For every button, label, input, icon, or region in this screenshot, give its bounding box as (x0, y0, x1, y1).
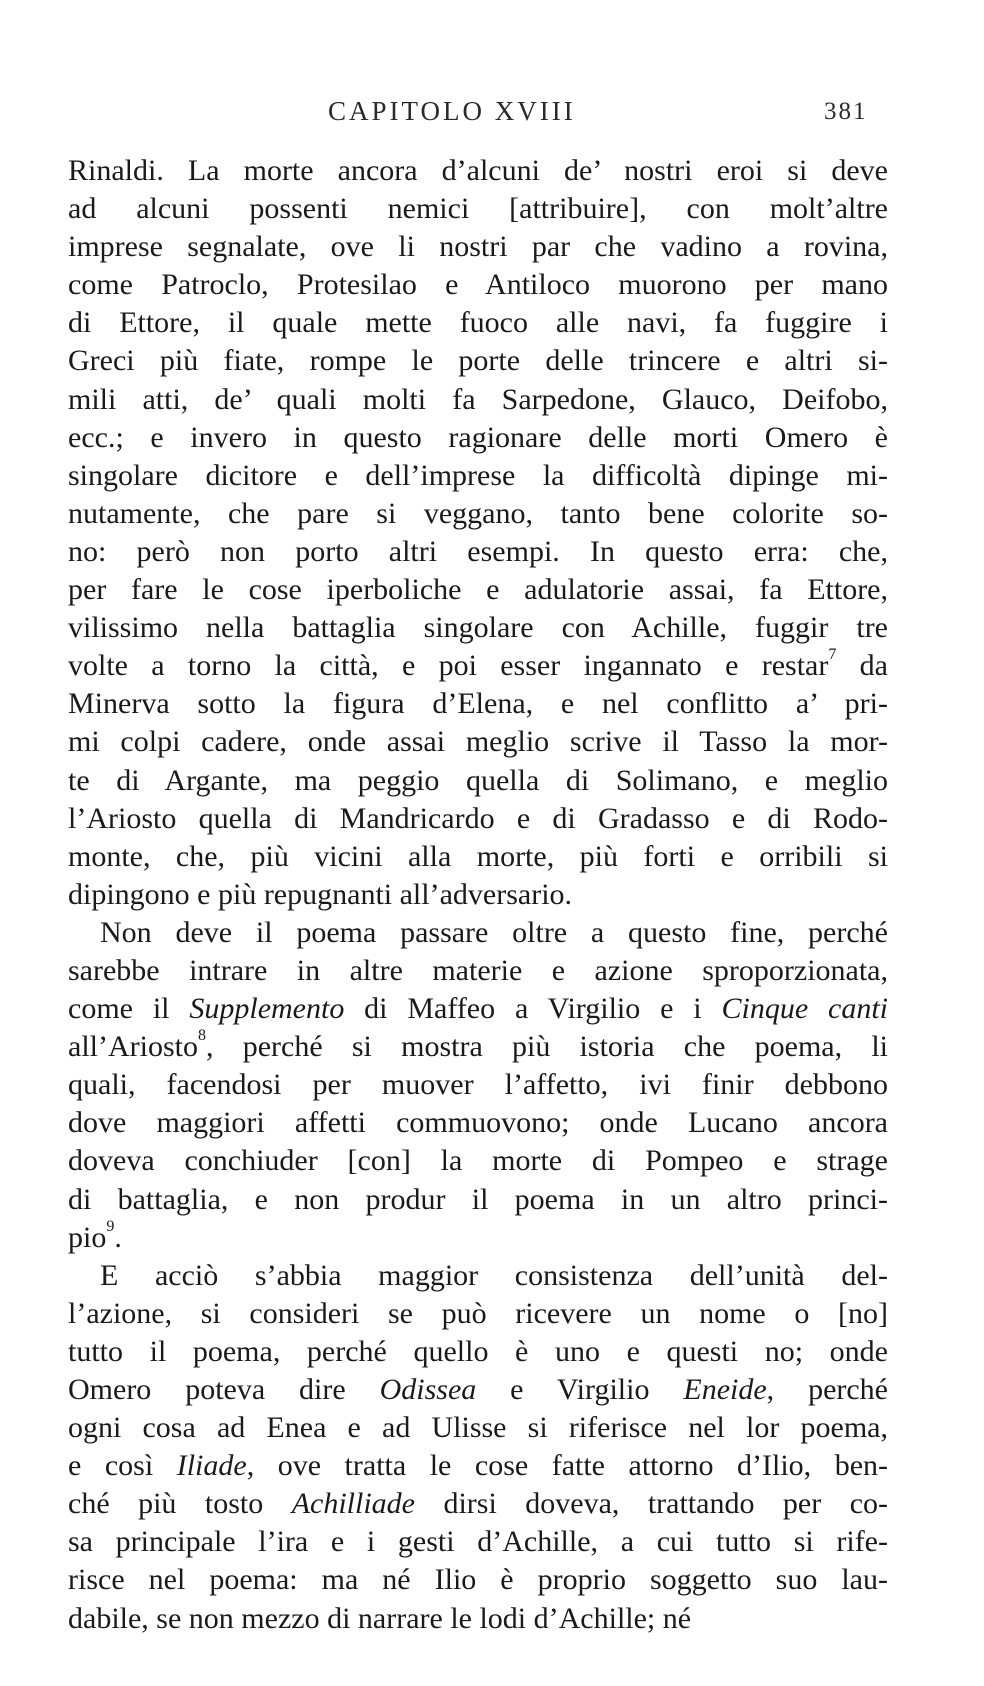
text-line (68, 152, 888, 190)
italic-title: Eneide (683, 1373, 767, 1406)
text-run: mi colpi cadere, onde assai meglio scrive il Tasso la mor- (68, 725, 888, 759)
footnote-marker: 7 (828, 646, 837, 664)
footnote-marker: 8 (197, 1027, 206, 1045)
text-line (68, 1295, 888, 1333)
text-run: doveva conchiuder [con] la morte di Pompeo e strage (68, 1144, 888, 1178)
text-run: all’Ariosto (68, 1030, 198, 1064)
text-run: per fare le cose iperboliche e adulatorie assai, fa Ettore, (68, 573, 888, 607)
text-line (68, 1219, 888, 1257)
text-line (68, 1561, 888, 1599)
text-line (68, 1333, 888, 1371)
text-line (68, 800, 888, 838)
footnote-marker: 9 (106, 1217, 115, 1235)
text-line (68, 723, 888, 761)
text-run: di Ettore, il quale mette fuoco alle navi, fa fuggire i (68, 306, 888, 340)
text-run: sarebbe intrare in altre materie e azione sproporzionata, (68, 953, 888, 987)
text-run: no: però non porto altri esempi. In questo erra: che, (68, 534, 888, 568)
text-run: dabile, se non mezzo di narrare le lodi d’Achille; né (68, 1601, 692, 1635)
paragraph (68, 1257, 888, 1638)
text-run: l’Ariosto quella di Mandricardo e di Gradasso e di Rodo- (68, 801, 888, 835)
text-run: di Maffeo a Virgilio e i (344, 992, 722, 1026)
text-line (68, 685, 888, 723)
text-line (68, 1447, 888, 1485)
text-run: , ove tratta le cose fatte attorno d’Ilio, ben- (246, 1449, 889, 1483)
text-line (68, 495, 888, 533)
italic-title: Iliade (176, 1449, 247, 1483)
text-line (68, 190, 888, 228)
text-line (68, 1409, 888, 1447)
text-run: , perché (766, 1373, 888, 1406)
text-line (68, 1181, 888, 1219)
running-title: CAPITOLO XVIII (328, 96, 576, 126)
text-run: dirsi doveva, trattando per co- (415, 1487, 889, 1521)
text-run: l’azione, si consideri se può ricevere un nome o [no] (68, 1296, 888, 1330)
text-run: risce nel poema: ma né Ilio è proprio soggetto suo lau- (68, 1563, 888, 1597)
text-line (68, 838, 888, 876)
text-run: pio (68, 1220, 107, 1254)
text-run: singolare dicitore e dell’imprese la difficoltà dipinge mi- (68, 458, 888, 492)
text-line (68, 419, 888, 457)
text-run: di battaglia, e non produr il poema in un altro princi- (68, 1182, 888, 1216)
text-run: E acciò s’abbia maggior consistenza dell’unità del- (100, 1258, 888, 1292)
text-line (68, 1523, 888, 1561)
text-run: Rinaldi. La morte ancora d’alcuni de’ nostri eroi si deve (68, 154, 888, 187)
body-text (68, 152, 888, 1638)
text-run: ché più tosto (68, 1487, 292, 1521)
text-run: te di Argante, ma peggio quella di Solimano, e meglio (68, 763, 888, 797)
text-run: dove maggiori affetti commuovono; onde Lucano ancora (68, 1106, 888, 1140)
text-line (68, 381, 888, 419)
text-run: Omero poteva dire (68, 1373, 380, 1406)
italic-title: Achilliade (291, 1487, 415, 1521)
text-line (68, 1066, 888, 1104)
text-run: Non deve il poema passare oltre a questo fine, perché (100, 915, 888, 949)
text-line (68, 457, 888, 495)
text-line (68, 571, 888, 609)
text-line (68, 1600, 888, 1638)
italic-title: Cinque canti (721, 992, 889, 1026)
text-line (68, 1371, 888, 1409)
text-line (68, 952, 888, 990)
text-line (68, 762, 888, 800)
text-line (68, 228, 888, 266)
paragraph (68, 152, 888, 914)
text-run: da (836, 649, 888, 683)
italic-title: Supplemento (189, 992, 345, 1026)
text-line (68, 1485, 888, 1523)
paragraph (68, 914, 888, 1257)
text-run: volte a torno la città, e poi esser ingannato e restar (68, 649, 829, 683)
text-run: vilissimo nella battaglia singolare con Achille, fuggir tre (68, 611, 888, 645)
text-run: Greci più fiate, rompe le porte delle trincere e altri si- (68, 344, 888, 378)
text-line (68, 990, 888, 1028)
text-run: . (114, 1220, 122, 1254)
text-run: e Virgilio (476, 1373, 684, 1406)
text-line (68, 1104, 888, 1142)
text-run: sa principale l’ira e i gesti d’Achille, a cui tutto si rife- (68, 1525, 888, 1559)
text-line (68, 1142, 888, 1180)
text-run: e così (68, 1449, 177, 1483)
text-line (68, 1257, 888, 1295)
text-line (68, 1028, 888, 1066)
text-run: monte, che, più vicini alla morte, più forti e orribili si (68, 839, 888, 873)
text-line (68, 533, 888, 571)
text-line (68, 266, 888, 304)
text-run: Minerva sotto la figura d’Elena, e nel conflitto a’ pri- (68, 687, 888, 721)
text-run: come il (68, 992, 190, 1026)
text-line (68, 914, 888, 952)
text-run: nutamente, che pare si veggano, tanto bene colorite so- (68, 496, 888, 530)
italic-title: Odissea (379, 1373, 477, 1406)
text-run: mili atti, de’ quali molti fa Sarpedone, Glauco, Deifobo, (68, 382, 888, 416)
text-run: , perché si mostra più istoria che poema, li (205, 1030, 888, 1064)
page-number: 381 (824, 98, 868, 125)
text-line (68, 876, 888, 914)
running-head (0, 96, 984, 136)
text-line (68, 342, 888, 380)
text-line (68, 304, 888, 342)
text-run: ecc.; e invero in questo ragionare delle morti Omero è (68, 420, 888, 454)
text-run: tutto il poema, perché quello è uno e questi no; onde (68, 1334, 888, 1368)
text-run: dipingono e più repugnanti all’adversario. (68, 877, 573, 911)
text-line (68, 647, 888, 685)
text-run: imprese segnalate, ove li nostri par che vadino a rovina, (68, 230, 888, 264)
text-run: ad alcuni possenti nemici [attribuire], con molt’altre (68, 192, 888, 226)
text-run: quali, facendosi per muover l’affetto, ivi finir debbono (68, 1068, 888, 1102)
text-line (68, 609, 888, 647)
text-run: come Patroclo, Protesilao e Antiloco muorono per mano (68, 268, 888, 302)
text-run: ogni cosa ad Enea e ad Ulisse si riferisce nel lor poema, (68, 1411, 888, 1445)
